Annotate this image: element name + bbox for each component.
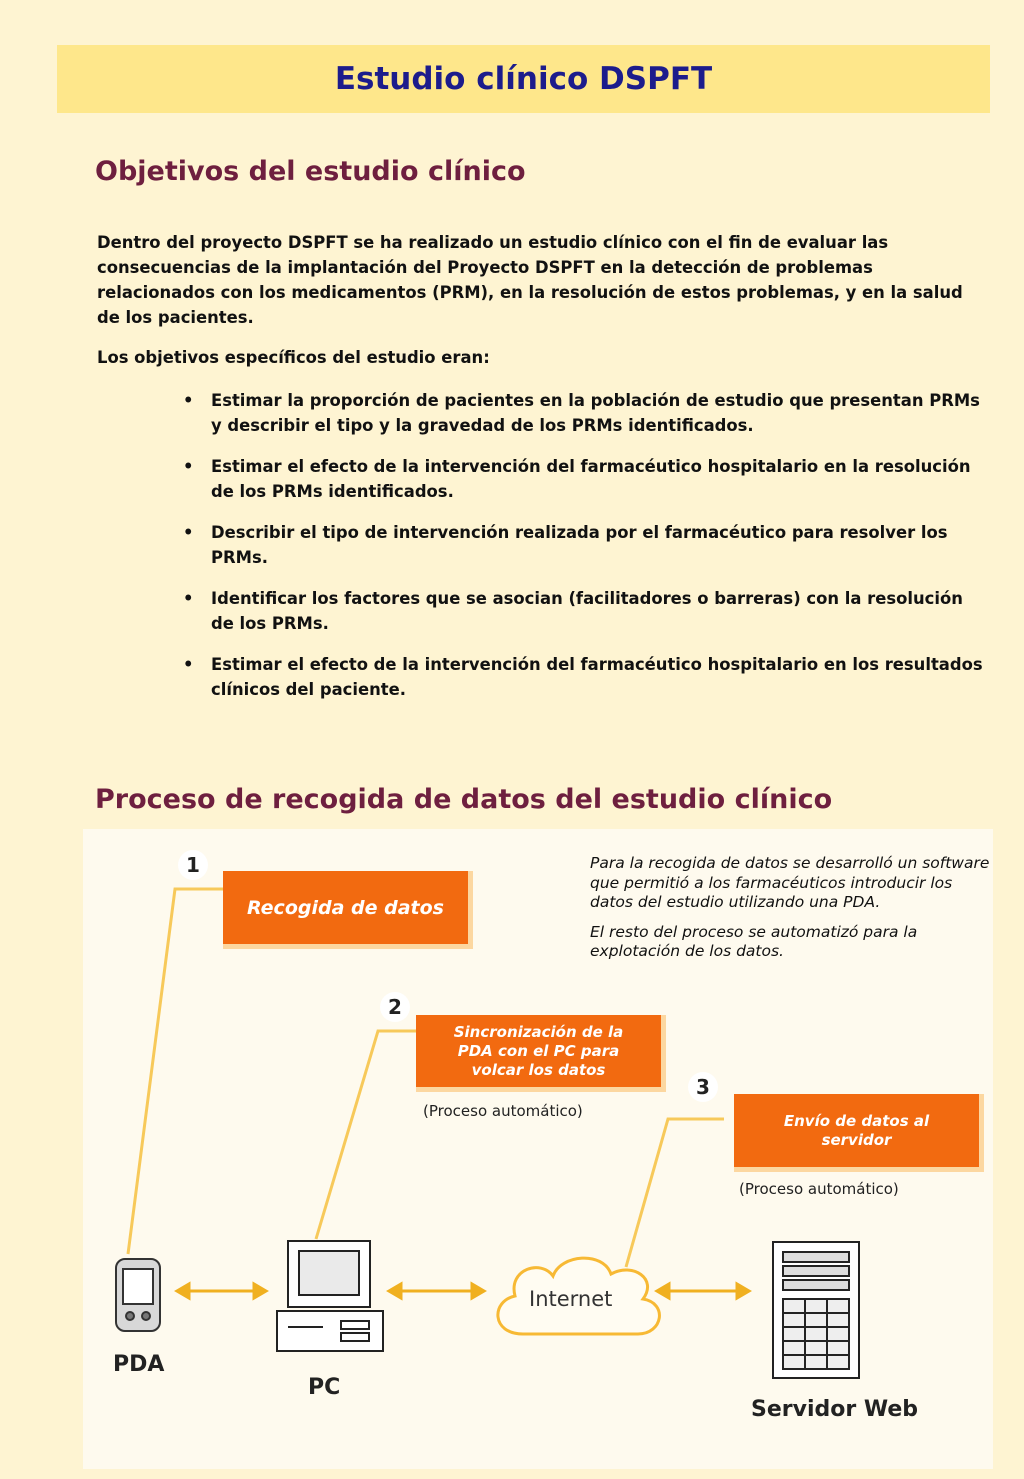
- section-title-objectives: Objetivos del estudio clínico: [95, 156, 526, 187]
- connector-line-2: [316, 1031, 416, 1239]
- title-banner: [57, 45, 990, 113]
- list-item: • Estimar el efecto de la intervención del farmacéutico hospitalario en los resultados clínicos del paciente.: [183, 652, 983, 702]
- step-box-1: Recogida de datos: [223, 871, 473, 949]
- double-arrow-icon: [177, 1284, 266, 1298]
- goals-lead: Los objetivos específicos del estudio eran:: [97, 348, 490, 367]
- bullet: •: [183, 589, 194, 608]
- process-diagram: [83, 829, 993, 1469]
- server-label: Servidor Web: [751, 1397, 919, 1422]
- list-item: • Estimar la proporción de pacientes en la población de estudio que presentan PRMs y describir el tipo y la gravedad de los PRMs identificados.: [183, 388, 983, 438]
- intro-paragraph: Dentro del proyecto DSPFT se ha realizado un estudio clínico con el fin de evaluar las consecuencias de la implantación del Proyecto DSPFT en la detección de problemas relacionados con los medicamentos (PRM), en la resolución de estos problemas, y en la salud de los pacientes.: [97, 233, 963, 327]
- double-arrow-icon: [657, 1284, 749, 1298]
- step-3-note: (Proceso automático): [739, 1180, 899, 1198]
- section-title-process: Proceso de recogida de datos del estudio clínico: [95, 784, 833, 815]
- page-title: Estudio clínico DSPFT: [334, 61, 713, 97]
- connector-line-1: [128, 889, 223, 1254]
- internet-label: Internet: [529, 1287, 613, 1311]
- list-item: • Describir el tipo de intervención realizada por el farmacéutico para resolver los PRMs.: [183, 520, 983, 570]
- pc-label: PC: [308, 1375, 341, 1400]
- step-number-2: 2: [380, 992, 410, 1022]
- pda-icon: [116, 1259, 160, 1331]
- note-paragraph: El resto del proceso se automatizó para la explotación de los datos.: [590, 922, 918, 960]
- step-number-3: 3: [688, 1072, 718, 1102]
- connector-line-3: [626, 1119, 724, 1267]
- bullet: •: [183, 457, 194, 476]
- intro-block: [97, 230, 977, 370]
- bullet: •: [183, 655, 194, 674]
- process-note: [590, 854, 990, 972]
- server-icon: [773, 1242, 859, 1378]
- list-item: • Estimar el efecto de la intervención del farmacéutico hospitalario en la resolución de los PRMs identificados.: [183, 454, 983, 504]
- list-item: • Identificar los factores que se asocian (facilitadores o barreras) con la resolución de los PRMs.: [183, 586, 983, 636]
- step-2-note: (Proceso automático): [423, 1102, 583, 1120]
- pc-icon: [277, 1241, 383, 1351]
- pda-label: PDA: [113, 1352, 165, 1377]
- step-box-3: Envío de datos al servidor: [734, 1094, 984, 1172]
- step-number-1: 1: [178, 850, 208, 880]
- bullet: •: [183, 391, 194, 410]
- bullet: •: [183, 523, 194, 542]
- note-paragraph: Para la recogida de datos se desarrolló un software que permitió a los farmacéuticos introducir los datos del estudio utilizando una PDA.: [590, 854, 990, 911]
- step-box-2: Sincronización de la PDA con el PC para volcar los datos: [416, 1015, 666, 1092]
- double-arrow-icon: [389, 1284, 484, 1298]
- goals-list: [183, 388, 983, 718]
